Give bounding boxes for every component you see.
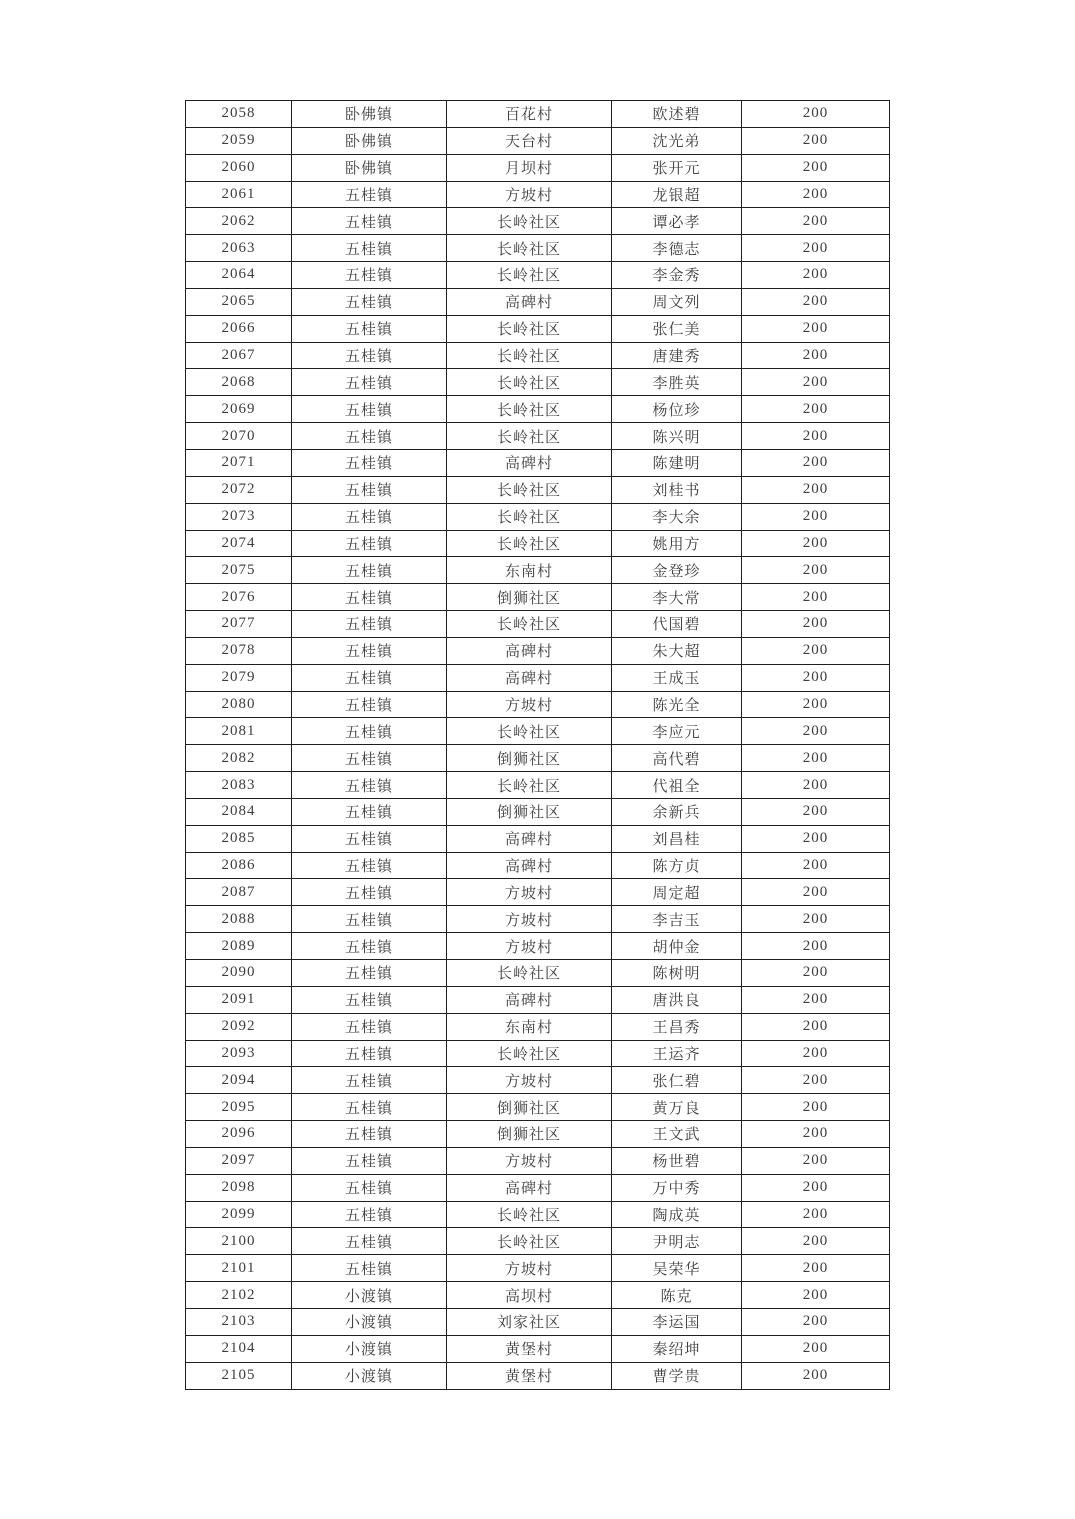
table-cell-id: 2094 (186, 1067, 292, 1094)
table-cell-village: 方坡村 (447, 691, 612, 718)
table-cell-village: 长岭社区 (447, 315, 612, 342)
table-cell-village: 方坡村 (447, 879, 612, 906)
table-cell-id: 2098 (186, 1174, 292, 1201)
table-row (186, 584, 890, 611)
table-row (186, 825, 890, 852)
table-row (186, 342, 890, 369)
table-cell-village: 长岭社区 (447, 423, 612, 450)
table-cell-id: 2081 (186, 718, 292, 745)
table-cell-amount: 200 (742, 960, 890, 987)
table-cell-amount: 200 (742, 1013, 890, 1040)
table-cell-amount: 200 (742, 933, 890, 960)
table-cell-id: 2091 (186, 986, 292, 1013)
table-cell-village: 倒狮社区 (447, 745, 612, 772)
table-cell-amount: 200 (742, 154, 890, 181)
table-row (186, 1228, 890, 1255)
table-row (186, 960, 890, 987)
table-cell-id: 2099 (186, 1201, 292, 1228)
table-cell-amount: 200 (742, 1308, 890, 1335)
table-cell-name: 黄万良 (612, 1094, 742, 1121)
table-cell-name: 万中秀 (612, 1174, 742, 1201)
table-cell-town: 五桂镇 (292, 1201, 447, 1228)
table-cell-amount: 200 (742, 127, 890, 154)
table-cell-name: 李金秀 (612, 262, 742, 289)
table-cell-amount: 200 (742, 315, 890, 342)
table-cell-name: 王文武 (612, 1121, 742, 1148)
table-cell-village: 高碑村 (447, 449, 612, 476)
table-row (186, 557, 890, 584)
table-cell-id: 2067 (186, 342, 292, 369)
table-cell-name: 姚用方 (612, 530, 742, 557)
table-cell-name: 杨位珍 (612, 396, 742, 423)
table-cell-id: 2088 (186, 906, 292, 933)
table-cell-amount: 200 (742, 1067, 890, 1094)
table-cell-amount: 200 (742, 1255, 890, 1282)
table-row (186, 101, 890, 128)
table-row (186, 369, 890, 396)
table-cell-town: 五桂镇 (292, 396, 447, 423)
table-cell-village: 长岭社区 (447, 960, 612, 987)
table-cell-amount: 200 (742, 1362, 890, 1389)
table-cell-id: 2080 (186, 691, 292, 718)
table-cell-village: 长岭社区 (447, 718, 612, 745)
table-row (186, 664, 890, 691)
table-cell-amount: 200 (742, 1147, 890, 1174)
table-cell-town: 五桂镇 (292, 664, 447, 691)
table-cell-town: 五桂镇 (292, 1013, 447, 1040)
table-cell-name: 张仁美 (612, 315, 742, 342)
table-row (186, 691, 890, 718)
table-cell-name: 金登珍 (612, 557, 742, 584)
table-row (186, 1308, 890, 1335)
table-cell-id: 2083 (186, 772, 292, 799)
table-row (186, 1067, 890, 1094)
table-cell-id: 2095 (186, 1094, 292, 1121)
table-cell-amount: 200 (742, 798, 890, 825)
table-row (186, 637, 890, 664)
table-cell-id: 2066 (186, 315, 292, 342)
table-cell-name: 杨世碧 (612, 1147, 742, 1174)
table-cell-town: 五桂镇 (292, 611, 447, 638)
table-cell-town: 五桂镇 (292, 476, 447, 503)
table-cell-town: 五桂镇 (292, 1147, 447, 1174)
table-cell-id: 2085 (186, 825, 292, 852)
table-cell-village: 方坡村 (447, 181, 612, 208)
table-cell-amount: 200 (742, 423, 890, 450)
table-row (186, 933, 890, 960)
table-cell-village: 长岭社区 (447, 262, 612, 289)
table-cell-town: 五桂镇 (292, 369, 447, 396)
table-cell-town: 五桂镇 (292, 879, 447, 906)
table-cell-id: 2072 (186, 476, 292, 503)
table-cell-amount: 200 (742, 1040, 890, 1067)
table-cell-village: 方坡村 (447, 1255, 612, 1282)
table-cell-name: 沈光弟 (612, 127, 742, 154)
table-cell-town: 五桂镇 (292, 852, 447, 879)
table-cell-town: 五桂镇 (292, 745, 447, 772)
table-cell-town: 五桂镇 (292, 1255, 447, 1282)
table-cell-town: 小渡镇 (292, 1362, 447, 1389)
table-cell-amount: 200 (742, 262, 890, 289)
table-cell-village: 长岭社区 (447, 476, 612, 503)
table-cell-id: 2084 (186, 798, 292, 825)
table-row (186, 986, 890, 1013)
table-cell-name: 代祖全 (612, 772, 742, 799)
table-cell-amount: 200 (742, 906, 890, 933)
table-row (186, 1121, 890, 1148)
table-cell-amount: 200 (742, 369, 890, 396)
table-row (186, 1094, 890, 1121)
table-cell-id: 2059 (186, 127, 292, 154)
table-cell-village: 黄堡村 (447, 1335, 612, 1362)
table-cell-amount: 200 (742, 611, 890, 638)
table-cell-id: 2093 (186, 1040, 292, 1067)
table-cell-town: 五桂镇 (292, 798, 447, 825)
table-cell-amount: 200 (742, 288, 890, 315)
table-cell-amount: 200 (742, 718, 890, 745)
table-cell-name: 李大常 (612, 584, 742, 611)
table-cell-village: 长岭社区 (447, 369, 612, 396)
table-cell-name: 秦绍坤 (612, 1335, 742, 1362)
table-cell-town: 五桂镇 (292, 208, 447, 235)
table-cell-village: 方坡村 (447, 906, 612, 933)
table-cell-id: 2068 (186, 369, 292, 396)
table-row (186, 718, 890, 745)
table-cell-town: 五桂镇 (292, 637, 447, 664)
table-cell-name: 代国碧 (612, 611, 742, 638)
table-cell-town: 五桂镇 (292, 1121, 447, 1148)
table-cell-amount: 200 (742, 342, 890, 369)
table-cell-name: 周文列 (612, 288, 742, 315)
table-cell-village: 月坝村 (447, 154, 612, 181)
table-cell-town: 五桂镇 (292, 557, 447, 584)
table-cell-id: 2075 (186, 557, 292, 584)
table-cell-amount: 200 (742, 637, 890, 664)
table-cell-town: 小渡镇 (292, 1335, 447, 1362)
table-cell-town: 五桂镇 (292, 181, 447, 208)
table-cell-amount: 200 (742, 235, 890, 262)
table-cell-town: 五桂镇 (292, 933, 447, 960)
table-row (186, 262, 890, 289)
table-cell-town: 五桂镇 (292, 449, 447, 476)
table-cell-town: 五桂镇 (292, 1228, 447, 1255)
table-cell-amount: 200 (742, 1228, 890, 1255)
table-cell-id: 2076 (186, 584, 292, 611)
table-cell-town: 小渡镇 (292, 1282, 447, 1309)
table-cell-id: 2070 (186, 423, 292, 450)
table-row (186, 449, 890, 476)
table-cell-amount: 200 (742, 986, 890, 1013)
table-cell-id: 2101 (186, 1255, 292, 1282)
table-cell-name: 李吉玉 (612, 906, 742, 933)
table-cell-town: 五桂镇 (292, 718, 447, 745)
table-cell-id: 2097 (186, 1147, 292, 1174)
table-cell-id: 2090 (186, 960, 292, 987)
table-cell-name: 谭必孝 (612, 208, 742, 235)
table-cell-town: 五桂镇 (292, 1094, 447, 1121)
table-cell-town: 五桂镇 (292, 986, 447, 1013)
table-cell-village: 高碑村 (447, 637, 612, 664)
table-cell-amount: 200 (742, 691, 890, 718)
table-cell-id: 2105 (186, 1362, 292, 1389)
table-cell-town: 五桂镇 (292, 1067, 447, 1094)
table-cell-amount: 200 (742, 879, 890, 906)
table-cell-id: 2062 (186, 208, 292, 235)
table-cell-village: 长岭社区 (447, 503, 612, 530)
table-cell-name: 周定超 (612, 879, 742, 906)
table-cell-id: 2086 (186, 852, 292, 879)
table-cell-name: 张仁碧 (612, 1067, 742, 1094)
table-cell-id: 2058 (186, 101, 292, 128)
table-body (186, 101, 890, 1390)
table-cell-amount: 200 (742, 449, 890, 476)
table-row (186, 396, 890, 423)
table-cell-village: 高坝村 (447, 1282, 612, 1309)
table-cell-name: 龙银超 (612, 181, 742, 208)
table-cell-name: 高代碧 (612, 745, 742, 772)
table-cell-village: 长岭社区 (447, 611, 612, 638)
table-cell-id: 2069 (186, 396, 292, 423)
table-cell-name: 唐建秀 (612, 342, 742, 369)
table-cell-id: 2082 (186, 745, 292, 772)
table-cell-amount: 200 (742, 1201, 890, 1228)
table-row (186, 745, 890, 772)
table-cell-village: 东南村 (447, 1013, 612, 1040)
table-cell-village: 黄堡村 (447, 1362, 612, 1389)
table-cell-village: 长岭社区 (447, 772, 612, 799)
table-row (186, 208, 890, 235)
table-cell-town: 卧佛镇 (292, 101, 447, 128)
table-cell-name: 李胜英 (612, 369, 742, 396)
table-row (186, 1174, 890, 1201)
table-cell-town: 五桂镇 (292, 772, 447, 799)
table-row (186, 1282, 890, 1309)
table-cell-id: 2103 (186, 1308, 292, 1335)
table-cell-id: 2078 (186, 637, 292, 664)
table-cell-name: 吴荣华 (612, 1255, 742, 1282)
table-cell-name: 李应元 (612, 718, 742, 745)
table-cell-id: 2087 (186, 879, 292, 906)
table-row (186, 503, 890, 530)
table-cell-amount: 200 (742, 852, 890, 879)
table-cell-town: 五桂镇 (292, 825, 447, 852)
table-row (186, 1362, 890, 1389)
table-cell-amount: 200 (742, 584, 890, 611)
table-row (186, 127, 890, 154)
table-cell-name: 陈方贞 (612, 852, 742, 879)
table-cell-town: 五桂镇 (292, 503, 447, 530)
table-cell-amount: 200 (742, 1335, 890, 1362)
table-cell-village: 长岭社区 (447, 1201, 612, 1228)
table-cell-id: 2104 (186, 1335, 292, 1362)
table-row (186, 1013, 890, 1040)
table-cell-name: 刘桂书 (612, 476, 742, 503)
table-cell-town: 五桂镇 (292, 960, 447, 987)
table-cell-village: 高碑村 (447, 825, 612, 852)
table-row (186, 1147, 890, 1174)
table-cell-name: 陈克 (612, 1282, 742, 1309)
table-cell-amount: 200 (742, 1121, 890, 1148)
table-cell-town: 五桂镇 (292, 1040, 447, 1067)
table-cell-amount: 200 (742, 664, 890, 691)
table-cell-village: 长岭社区 (447, 1228, 612, 1255)
table-cell-village: 方坡村 (447, 933, 612, 960)
table-cell-village: 长岭社区 (447, 235, 612, 262)
table-cell-village: 高碑村 (447, 986, 612, 1013)
table-cell-town: 五桂镇 (292, 235, 447, 262)
table-cell-name: 王运齐 (612, 1040, 742, 1067)
table-cell-village: 长岭社区 (447, 530, 612, 557)
table-cell-village: 倒狮社区 (447, 798, 612, 825)
table-cell-village: 高碑村 (447, 288, 612, 315)
table-cell-name: 陶成英 (612, 1201, 742, 1228)
table-cell-amount: 200 (742, 530, 890, 557)
table-row (186, 315, 890, 342)
table-cell-town: 五桂镇 (292, 530, 447, 557)
table-row (186, 852, 890, 879)
table-row (186, 611, 890, 638)
table-row (186, 181, 890, 208)
table-cell-id: 2074 (186, 530, 292, 557)
table-cell-town: 五桂镇 (292, 423, 447, 450)
table-cell-village: 高碑村 (447, 1174, 612, 1201)
table-cell-village: 长岭社区 (447, 1040, 612, 1067)
table-cell-town: 五桂镇 (292, 584, 447, 611)
table-cell-village: 方坡村 (447, 1147, 612, 1174)
table-cell-village: 倒狮社区 (447, 1121, 612, 1148)
table-cell-village: 天台村 (447, 127, 612, 154)
table-cell-id: 2102 (186, 1282, 292, 1309)
table-cell-amount: 200 (742, 208, 890, 235)
table-cell-town: 五桂镇 (292, 1174, 447, 1201)
table-cell-village: 高碑村 (447, 852, 612, 879)
table-row (186, 154, 890, 181)
table-cell-village: 东南村 (447, 557, 612, 584)
table-cell-amount: 200 (742, 181, 890, 208)
table-cell-id: 2065 (186, 288, 292, 315)
table-cell-amount: 200 (742, 745, 890, 772)
table-row (186, 235, 890, 262)
table-row (186, 879, 890, 906)
table-cell-name: 李德志 (612, 235, 742, 262)
table-cell-name: 陈光全 (612, 691, 742, 718)
table-cell-name: 李大余 (612, 503, 742, 530)
table-cell-village: 刘家社区 (447, 1308, 612, 1335)
table-cell-name: 唐洪良 (612, 986, 742, 1013)
table-row (186, 906, 890, 933)
table-cell-amount: 200 (742, 1094, 890, 1121)
table-cell-id: 2079 (186, 664, 292, 691)
table-cell-name: 欧述碧 (612, 101, 742, 128)
table-cell-name: 曹学贵 (612, 1362, 742, 1389)
table-cell-town: 五桂镇 (292, 315, 447, 342)
table-cell-village: 方坡村 (447, 1067, 612, 1094)
table-cell-name: 陈建明 (612, 449, 742, 476)
table-cell-village: 长岭社区 (447, 396, 612, 423)
table-cell-name: 王成玉 (612, 664, 742, 691)
table-cell-village: 高碑村 (447, 664, 612, 691)
table-cell-name: 胡仲金 (612, 933, 742, 960)
table-row (186, 772, 890, 799)
table-row (186, 1335, 890, 1362)
table-cell-town: 卧佛镇 (292, 154, 447, 181)
table-cell-name: 张开元 (612, 154, 742, 181)
table-cell-id: 2063 (186, 235, 292, 262)
table-cell-id: 2064 (186, 262, 292, 289)
table-cell-id: 2060 (186, 154, 292, 181)
table-cell-amount: 200 (742, 772, 890, 799)
table-cell-town: 五桂镇 (292, 906, 447, 933)
table-cell-village: 百花村 (447, 101, 612, 128)
table-cell-name: 朱大超 (612, 637, 742, 664)
table-row (186, 288, 890, 315)
table-cell-town: 五桂镇 (292, 691, 447, 718)
table-cell-id: 2077 (186, 611, 292, 638)
table-cell-id: 2061 (186, 181, 292, 208)
table-row (186, 1201, 890, 1228)
table-cell-amount: 200 (742, 557, 890, 584)
table-cell-amount: 200 (742, 503, 890, 530)
table-row (186, 1040, 890, 1067)
table-row (186, 530, 890, 557)
table-cell-id: 2073 (186, 503, 292, 530)
table-cell-village: 长岭社区 (447, 208, 612, 235)
table-cell-id: 2100 (186, 1228, 292, 1255)
table-cell-village: 倒狮社区 (447, 584, 612, 611)
table-row (186, 1255, 890, 1282)
table-cell-town: 卧佛镇 (292, 127, 447, 154)
table-row (186, 798, 890, 825)
table-cell-amount: 200 (742, 825, 890, 852)
table-cell-name: 刘昌桂 (612, 825, 742, 852)
table-cell-town: 五桂镇 (292, 288, 447, 315)
table-cell-name: 陈树明 (612, 960, 742, 987)
table-cell-amount: 200 (742, 396, 890, 423)
table-cell-name: 王昌秀 (612, 1013, 742, 1040)
table-cell-amount: 200 (742, 1282, 890, 1309)
table-cell-amount: 200 (742, 476, 890, 503)
table-cell-amount: 200 (742, 1174, 890, 1201)
table-cell-town: 五桂镇 (292, 342, 447, 369)
table-cell-name: 陈兴明 (612, 423, 742, 450)
table-cell-name: 李运国 (612, 1308, 742, 1335)
table-cell-id: 2096 (186, 1121, 292, 1148)
beneficiary-table (185, 100, 890, 1390)
table-cell-village: 长岭社区 (447, 342, 612, 369)
table-cell-name: 尹明志 (612, 1228, 742, 1255)
table-cell-village: 倒狮社区 (447, 1094, 612, 1121)
table-cell-id: 2092 (186, 1013, 292, 1040)
table-cell-amount: 200 (742, 101, 890, 128)
table-cell-id: 2089 (186, 933, 292, 960)
table-cell-town: 五桂镇 (292, 262, 447, 289)
table-cell-town: 小渡镇 (292, 1308, 447, 1335)
table-row (186, 476, 890, 503)
table-cell-name: 余新兵 (612, 798, 742, 825)
table-row (186, 423, 890, 450)
table-cell-id: 2071 (186, 449, 292, 476)
